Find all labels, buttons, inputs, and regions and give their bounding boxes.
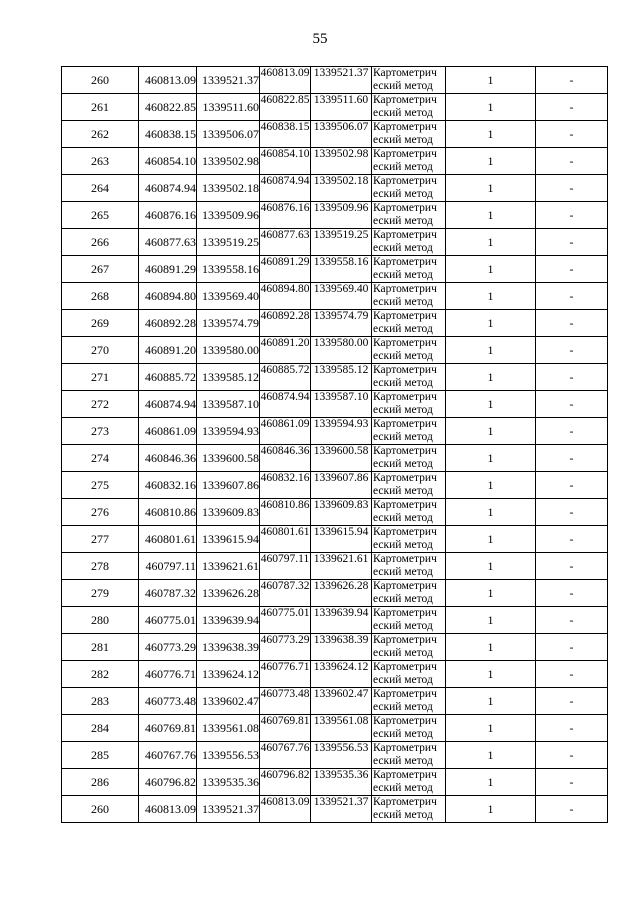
x-coordinate: 460891.20	[139, 337, 197, 364]
table-row	[62, 526, 608, 553]
count-cell: 1	[446, 67, 536, 94]
table-row	[62, 499, 608, 526]
point-number: 264	[62, 175, 139, 202]
x-coordinate-repeat: 460876.16	[260, 202, 311, 229]
note-cell: -	[536, 121, 608, 148]
x-coordinate: 460822.85	[139, 94, 197, 121]
y-coordinate: 1339638.39	[197, 634, 260, 661]
count-cell: 1	[446, 256, 536, 283]
y-coordinate: 1339639.94	[197, 607, 260, 634]
y-coordinate: 1339602.47	[197, 688, 260, 715]
point-number: 272	[62, 391, 139, 418]
count-cell: 1	[446, 175, 536, 202]
note-cell: -	[536, 688, 608, 715]
count-cell: 1	[446, 364, 536, 391]
table-row	[62, 202, 608, 229]
x-coordinate-repeat: 460769.81	[260, 715, 311, 742]
x-coordinate: 460892.28	[139, 310, 197, 337]
page-number: 55	[312, 31, 328, 47]
x-coordinate-repeat: 460885.72	[260, 364, 311, 391]
point-number: 269	[62, 310, 139, 337]
method-cell: Картометрич еский метод	[372, 499, 446, 526]
table-row	[62, 796, 608, 823]
table-row	[62, 310, 608, 337]
y-coordinate: 1339585.12	[197, 364, 260, 391]
x-coordinate: 460773.48	[139, 688, 197, 715]
x-coordinate-repeat: 460874.94	[260, 391, 311, 418]
x-coordinate: 460885.72	[139, 364, 197, 391]
table-row	[62, 472, 608, 499]
method-cell: Картометрич еский метод	[372, 364, 446, 391]
point-number: 278	[62, 553, 139, 580]
y-coordinate-repeat: 1339561.08	[311, 715, 372, 742]
y-coordinate: 1339502.98	[197, 148, 260, 175]
table-row	[62, 661, 608, 688]
count-cell: 1	[446, 148, 536, 175]
x-coordinate: 460796.82	[139, 769, 197, 796]
y-coordinate: 1339594.93	[197, 418, 260, 445]
count-cell: 1	[446, 688, 536, 715]
point-number: 267	[62, 256, 139, 283]
point-number: 268	[62, 283, 139, 310]
note-cell: -	[536, 796, 608, 823]
x-coordinate: 460787.32	[139, 580, 197, 607]
method-cell: Картометрич еский метод	[372, 283, 446, 310]
method-cell: Картометрич еский метод	[372, 688, 446, 715]
x-coordinate-repeat: 460832.16	[260, 472, 311, 499]
x-coordinate: 460775.01	[139, 607, 197, 634]
note-cell: -	[536, 283, 608, 310]
point-number: 266	[62, 229, 139, 256]
x-coordinate: 460846.36	[139, 445, 197, 472]
x-coordinate-repeat: 460767.76	[260, 742, 311, 769]
x-coordinate: 460767.76	[139, 742, 197, 769]
y-coordinate: 1339521.37	[197, 796, 260, 823]
count-cell: 1	[446, 634, 536, 661]
note-cell: -	[536, 67, 608, 94]
y-coordinate-repeat: 1339615.94	[311, 526, 372, 553]
point-number: 277	[62, 526, 139, 553]
point-number: 271	[62, 364, 139, 391]
method-cell: Картометрич еский метод	[372, 202, 446, 229]
y-coordinate: 1339506.07	[197, 121, 260, 148]
note-cell: -	[536, 229, 608, 256]
method-cell: Картометрич еский метод	[372, 796, 446, 823]
y-coordinate: 1339587.10	[197, 391, 260, 418]
y-coordinate-repeat: 1339535.36	[311, 769, 372, 796]
note-cell: -	[536, 418, 608, 445]
y-coordinate-repeat: 1339626.28	[311, 580, 372, 607]
method-cell: Картометрич еский метод	[372, 445, 446, 472]
point-number: 282	[62, 661, 139, 688]
method-cell: Картометрич еский метод	[372, 769, 446, 796]
table-row	[62, 121, 608, 148]
table-row	[62, 229, 608, 256]
point-number: 274	[62, 445, 139, 472]
x-coordinate-repeat: 460813.09	[260, 796, 311, 823]
x-coordinate: 460773.29	[139, 634, 197, 661]
y-coordinate: 1339535.36	[197, 769, 260, 796]
y-coordinate-repeat: 1339556.53	[311, 742, 372, 769]
method-cell: Картометрич еский метод	[372, 742, 446, 769]
method-cell: Картометрич еский метод	[372, 661, 446, 688]
y-coordinate-repeat: 1339587.10	[311, 391, 372, 418]
table-row	[62, 688, 608, 715]
y-coordinate-repeat: 1339506.07	[311, 121, 372, 148]
method-cell: Картометрич еский метод	[372, 229, 446, 256]
point-number: 284	[62, 715, 139, 742]
count-cell: 1	[446, 553, 536, 580]
x-coordinate: 460894.80	[139, 283, 197, 310]
x-coordinate-repeat: 460813.09	[260, 67, 311, 94]
x-coordinate: 460876.16	[139, 202, 197, 229]
count-cell: 1	[446, 607, 536, 634]
method-cell: Картометрич еский метод	[372, 580, 446, 607]
count-cell: 1	[446, 391, 536, 418]
method-cell: Картометрич еский метод	[372, 418, 446, 445]
table-row	[62, 364, 608, 391]
x-coordinate-repeat: 460797.11	[260, 553, 311, 580]
method-cell: Картометрич еский метод	[372, 715, 446, 742]
x-coordinate: 460877.63	[139, 229, 197, 256]
method-cell: Картометрич еский метод	[372, 94, 446, 121]
note-cell: -	[536, 769, 608, 796]
method-cell: Картометрич еский метод	[372, 310, 446, 337]
note-cell: -	[536, 607, 608, 634]
y-coordinate: 1339521.37	[197, 67, 260, 94]
y-coordinate-repeat: 1339594.93	[311, 418, 372, 445]
method-cell: Картометрич еский метод	[372, 175, 446, 202]
count-cell: 1	[446, 715, 536, 742]
y-coordinate-repeat: 1339574.79	[311, 310, 372, 337]
x-coordinate-repeat: 460773.29	[260, 634, 311, 661]
y-coordinate-repeat: 1339609.83	[311, 499, 372, 526]
method-cell: Картометрич еский метод	[372, 526, 446, 553]
method-cell: Картометрич еский метод	[372, 148, 446, 175]
count-cell: 1	[446, 661, 536, 688]
y-coordinate: 1339509.96	[197, 202, 260, 229]
y-coordinate-repeat: 1339602.47	[311, 688, 372, 715]
y-coordinate-repeat: 1339521.37	[311, 67, 372, 94]
method-cell: Картометрич еский метод	[372, 472, 446, 499]
point-number: 280	[62, 607, 139, 634]
point-number: 286	[62, 769, 139, 796]
table-row	[62, 742, 608, 769]
y-coordinate-repeat: 1339600.58	[311, 445, 372, 472]
y-coordinate-repeat: 1339502.98	[311, 148, 372, 175]
y-coordinate: 1339600.58	[197, 445, 260, 472]
count-cell: 1	[446, 796, 536, 823]
point-number: 281	[62, 634, 139, 661]
point-number: 283	[62, 688, 139, 715]
table-body	[62, 67, 608, 823]
y-coordinate: 1339615.94	[197, 526, 260, 553]
point-number: 265	[62, 202, 139, 229]
x-coordinate-repeat: 460822.85	[260, 94, 311, 121]
y-coordinate: 1339519.25	[197, 229, 260, 256]
y-coordinate-repeat: 1339624.12	[311, 661, 372, 688]
note-cell: -	[536, 634, 608, 661]
point-number: 261	[62, 94, 139, 121]
y-coordinate-repeat: 1339585.12	[311, 364, 372, 391]
note-cell: -	[536, 661, 608, 688]
note-cell: -	[536, 364, 608, 391]
x-coordinate: 460769.81	[139, 715, 197, 742]
y-coordinate: 1339574.79	[197, 310, 260, 337]
point-number: 262	[62, 121, 139, 148]
x-coordinate: 460854.10	[139, 148, 197, 175]
count-cell: 1	[446, 742, 536, 769]
y-coordinate: 1339607.86	[197, 472, 260, 499]
x-coordinate: 460797.11	[139, 553, 197, 580]
y-coordinate: 1339502.18	[197, 175, 260, 202]
x-coordinate-repeat: 460891.29	[260, 256, 311, 283]
table-row	[62, 337, 608, 364]
table-row	[62, 607, 608, 634]
x-coordinate-repeat: 460846.36	[260, 445, 311, 472]
y-coordinate: 1339569.40	[197, 283, 260, 310]
count-cell: 1	[446, 229, 536, 256]
table-row	[62, 553, 608, 580]
point-number: 273	[62, 418, 139, 445]
table-row	[62, 418, 608, 445]
count-cell: 1	[446, 121, 536, 148]
note-cell: -	[536, 94, 608, 121]
x-coordinate-repeat: 460838.15	[260, 121, 311, 148]
y-coordinate: 1339624.12	[197, 661, 260, 688]
x-coordinate-repeat: 460796.82	[260, 769, 311, 796]
x-coordinate-repeat: 460810.86	[260, 499, 311, 526]
table-row	[62, 94, 608, 121]
method-cell: Картометрич еский метод	[372, 67, 446, 94]
method-cell: Картометрич еский метод	[372, 121, 446, 148]
x-coordinate-repeat: 460775.01	[260, 607, 311, 634]
x-coordinate-repeat: 460776.71	[260, 661, 311, 688]
method-cell: Картометрич еский метод	[372, 337, 446, 364]
y-coordinate: 1339626.28	[197, 580, 260, 607]
x-coordinate-repeat: 460854.10	[260, 148, 311, 175]
point-number: 279	[62, 580, 139, 607]
note-cell: -	[536, 472, 608, 499]
y-coordinate: 1339621.61	[197, 553, 260, 580]
note-cell: -	[536, 148, 608, 175]
point-number: 260	[62, 796, 139, 823]
note-cell: -	[536, 310, 608, 337]
x-coordinate: 460861.09	[139, 418, 197, 445]
count-cell: 1	[446, 310, 536, 337]
table-row	[62, 715, 608, 742]
x-coordinate: 460810.86	[139, 499, 197, 526]
note-cell: -	[536, 445, 608, 472]
note-cell: -	[536, 256, 608, 283]
note-cell: -	[536, 202, 608, 229]
note-cell: -	[536, 580, 608, 607]
table-row	[62, 283, 608, 310]
table-row	[62, 634, 608, 661]
method-cell: Картометрич еский метод	[372, 607, 446, 634]
method-cell: Картометрич еский метод	[372, 553, 446, 580]
coordinates-table	[61, 66, 608, 823]
table-row	[62, 256, 608, 283]
count-cell: 1	[446, 337, 536, 364]
table-row	[62, 769, 608, 796]
point-number: 263	[62, 148, 139, 175]
count-cell: 1	[446, 283, 536, 310]
count-cell: 1	[446, 418, 536, 445]
method-cell: Картометрич еский метод	[372, 634, 446, 661]
x-coordinate-repeat: 460892.28	[260, 310, 311, 337]
table-row	[62, 175, 608, 202]
table-row	[62, 391, 608, 418]
x-coordinate: 460801.61	[139, 526, 197, 553]
point-number: 270	[62, 337, 139, 364]
count-cell: 1	[446, 202, 536, 229]
y-coordinate-repeat: 1339519.25	[311, 229, 372, 256]
point-number: 260	[62, 67, 139, 94]
table-row	[62, 148, 608, 175]
x-coordinate-repeat: 460891.20	[260, 337, 311, 364]
x-coordinate: 460832.16	[139, 472, 197, 499]
note-cell: -	[536, 715, 608, 742]
note-cell: -	[536, 391, 608, 418]
y-coordinate-repeat: 1339639.94	[311, 607, 372, 634]
y-coordinate: 1339561.08	[197, 715, 260, 742]
y-coordinate-repeat: 1339558.16	[311, 256, 372, 283]
y-coordinate-repeat: 1339580.00	[311, 337, 372, 364]
x-coordinate-repeat: 460787.32	[260, 580, 311, 607]
x-coordinate-repeat: 460877.63	[260, 229, 311, 256]
note-cell: -	[536, 742, 608, 769]
x-coordinate-repeat: 460861.09	[260, 418, 311, 445]
x-coordinate-repeat: 460874.94	[260, 175, 311, 202]
x-coordinate-repeat: 460773.48	[260, 688, 311, 715]
note-cell: -	[536, 499, 608, 526]
point-number: 276	[62, 499, 139, 526]
count-cell: 1	[446, 769, 536, 796]
count-cell: 1	[446, 94, 536, 121]
note-cell: -	[536, 526, 608, 553]
x-coordinate: 460813.09	[139, 796, 197, 823]
count-cell: 1	[446, 472, 536, 499]
note-cell: -	[536, 553, 608, 580]
count-cell: 1	[446, 445, 536, 472]
y-coordinate: 1339609.83	[197, 499, 260, 526]
note-cell: -	[536, 175, 608, 202]
table-row	[62, 445, 608, 472]
y-coordinate: 1339580.00	[197, 337, 260, 364]
y-coordinate-repeat: 1339621.61	[311, 553, 372, 580]
y-coordinate-repeat: 1339521.37	[311, 796, 372, 823]
y-coordinate-repeat: 1339607.86	[311, 472, 372, 499]
x-coordinate-repeat: 460801.61	[260, 526, 311, 553]
point-number: 285	[62, 742, 139, 769]
x-coordinate: 460776.71	[139, 661, 197, 688]
y-coordinate: 1339558.16	[197, 256, 260, 283]
method-cell: Картометрич еский метод	[372, 256, 446, 283]
x-coordinate: 460813.09	[139, 67, 197, 94]
count-cell: 1	[446, 499, 536, 526]
y-coordinate: 1339511.60	[197, 94, 260, 121]
y-coordinate-repeat: 1339511.60	[311, 94, 372, 121]
method-cell: Картометрич еский метод	[372, 391, 446, 418]
x-coordinate: 460838.15	[139, 121, 197, 148]
y-coordinate: 1339556.53	[197, 742, 260, 769]
count-cell: 1	[446, 526, 536, 553]
x-coordinate: 460874.94	[139, 175, 197, 202]
y-coordinate-repeat: 1339502.18	[311, 175, 372, 202]
point-number: 275	[62, 472, 139, 499]
y-coordinate-repeat: 1339638.39	[311, 634, 372, 661]
y-coordinate-repeat: 1339509.96	[311, 202, 372, 229]
x-coordinate: 460874.94	[139, 391, 197, 418]
table-row	[62, 580, 608, 607]
table-row	[62, 67, 608, 94]
y-coordinate-repeat: 1339569.40	[311, 283, 372, 310]
note-cell: -	[536, 337, 608, 364]
x-coordinate-repeat: 460894.80	[260, 283, 311, 310]
count-cell: 1	[446, 580, 536, 607]
x-coordinate: 460891.29	[139, 256, 197, 283]
